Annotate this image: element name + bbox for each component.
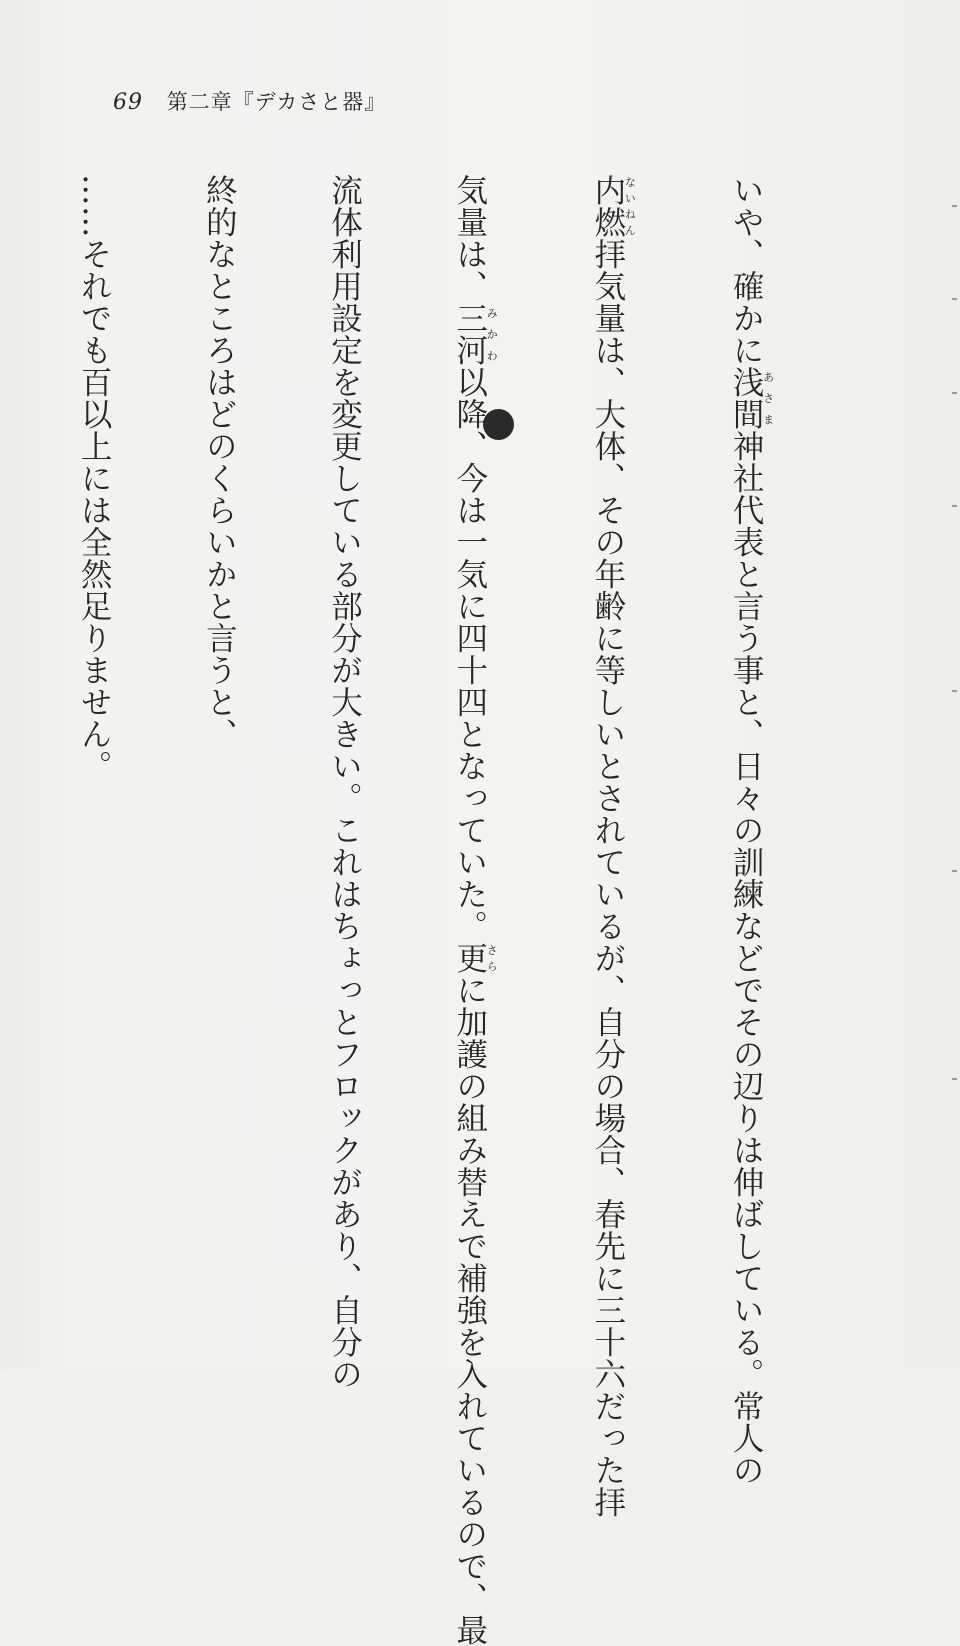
page-edge-mark xyxy=(952,392,957,394)
page-edge-mark xyxy=(952,205,957,207)
text-line: 終的なところはどのくらいかと言うと、 xyxy=(201,174,238,750)
chapter-title: 第二章『デカさと器』 xyxy=(166,90,387,114)
page-edge-mark xyxy=(952,870,957,872)
page-edge-mark xyxy=(952,298,957,300)
text-line: ……それでも百以上には全然足りません。 xyxy=(76,174,113,782)
page-edge-mark xyxy=(952,1078,957,1080)
page-number: 69 xyxy=(113,90,143,115)
page-edge-mark xyxy=(952,690,957,692)
body-text xyxy=(0,174,868,1646)
running-header xyxy=(113,86,386,116)
text-line: いや、確かに浅間あさま神社代表と言う事と、日々の訓練などでその辺りは伸ばしている。常人の xyxy=(728,174,775,1486)
page-edge-mark xyxy=(952,505,957,507)
text-line: 内燃ないねん拝気量は、大体、その年齢に等しいとされているが、自分の場合、春先に三十六だった拝 xyxy=(589,174,637,1518)
text-line: 気量は、三河みかわ以降、今は一気に四十四となっていた。更さらに加護の組み替えで補強を入れているので、最 xyxy=(451,174,499,1646)
text-line: 流体利用設定を変更している部分が大きい。これはちょっとフロックがあり、自分の xyxy=(326,174,363,1390)
